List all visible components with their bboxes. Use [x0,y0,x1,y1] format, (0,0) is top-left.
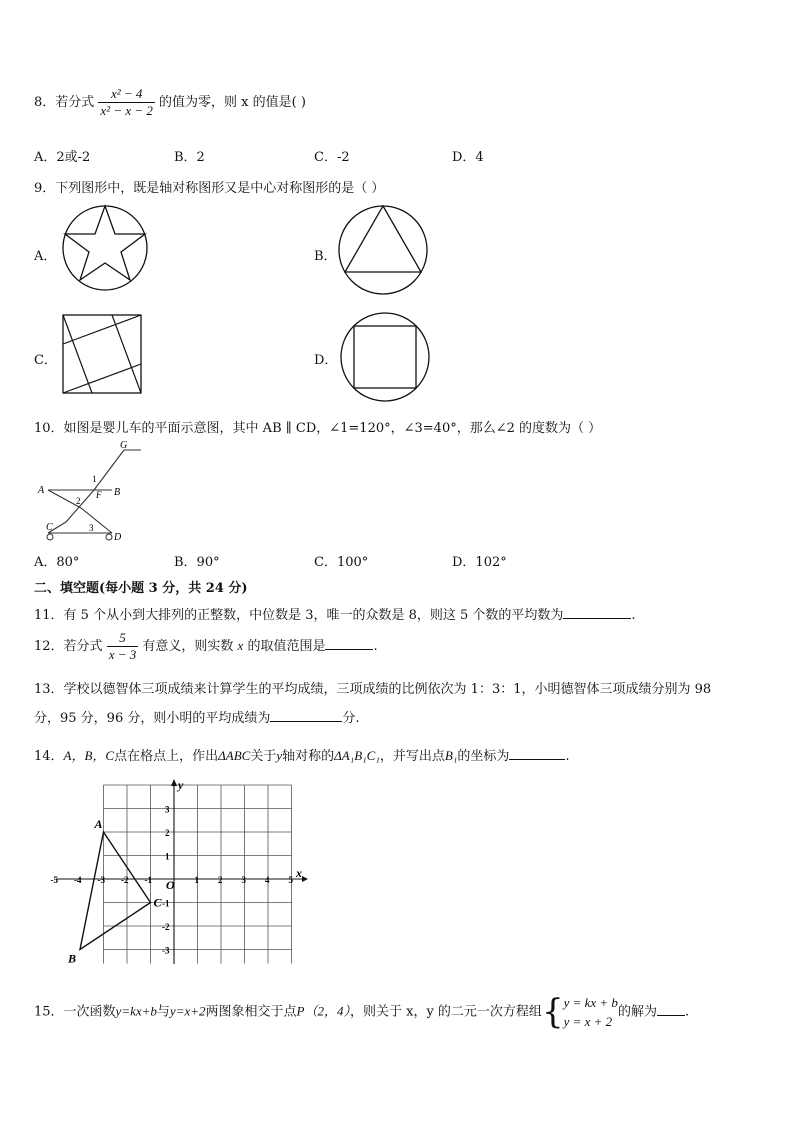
equation-system [564,993,618,1031]
q8-option-c: C．-2 [314,150,350,165]
q14-blank[interactable] [509,747,565,760]
question-13-line-1: 13．学校以德智体三项成绩来计算学生的平均成绩，三项成绩的比例依次为 1：3：1，小明德智体三项成绩分别为 98 [34,682,712,697]
q14-text-b: 点在格点上，作出 [114,749,219,764]
point-c-label: C [153,895,162,910]
q14-end: . [565,749,570,764]
q10-option-c: C．100° [314,555,369,570]
q10-option-b: B．90° [174,555,220,570]
q15-f1: y=kx+b [115,1003,157,1019]
x-tick-label: 5 [288,875,293,885]
q15-blank[interactable] [657,1003,685,1016]
q8-suffix: 的值为零，则 x 的值是( ) [159,95,306,110]
q14-text-d: 轴对称的 [282,749,335,764]
q14-text-e: ，并写出点 [379,749,445,764]
q14-points: A，B，C [63,748,115,763]
x-tick-label: -3 [97,875,105,885]
coordinate-grid [46,778,308,968]
q12-suffix: 有意义，则实数 [142,639,234,654]
y-tick-label: -1 [162,898,170,909]
q8-numerator: x² − 4 [98,86,154,103]
q8-option-b: B．2 [174,150,205,165]
q10-option-a: A．80° [34,555,80,570]
x-tick-label: 2 [218,875,223,885]
q8-denominator: x² − x − 2 [100,103,153,118]
y-tick-label: 1 [165,851,170,862]
q13-end: 分. [342,711,360,726]
q15-point: P（2，4） [296,1003,350,1019]
figure-circle-star [60,203,150,293]
q9-label-d: D． [314,353,338,368]
label-c: C [46,522,53,533]
q14-axis: y [276,748,283,763]
label-g: G [120,440,128,451]
y-tick-label: -2 [162,922,170,932]
x-tick-label: 3 [241,875,246,885]
q12-blank[interactable] [325,637,373,650]
section-2-title: 二、填空题(每小题 3 分，共 24 分) [34,581,248,596]
q13-blank[interactable] [270,709,342,722]
q13-text: 分，95 分，96 分，则小明的平均成绩为 [34,711,271,726]
q14-point: B₁ [444,748,458,763]
q12-prefix: 12．若分式 [34,639,103,654]
q15-f2: y=x+2 [169,1003,206,1019]
x-tick-label: -1 [144,875,152,885]
system-brace: { [541,992,564,1032]
q15-suffix: 的解为 [617,1004,657,1020]
q15-mid: 与 [156,1004,170,1020]
q15-text2: ，则关于 x，y 的二元一次方程组 [349,1004,542,1020]
question-13-line-2 [34,707,360,726]
question-11 [34,604,636,623]
q8-fraction [98,86,154,119]
question-14 [34,745,570,764]
question-8 [34,86,306,119]
figure-baby-stroller [34,438,146,546]
x-tick-label: 1 [194,875,199,885]
q8-option-d: D．4 [452,150,484,165]
q14-text-c: 关于 [250,749,277,764]
x-axis-arrow [302,876,308,882]
q8-option-a: A．2或-2 [34,150,91,165]
y-tick-label: 3 [165,804,170,815]
label-d: D [114,532,122,543]
label-1: 1 [92,474,97,484]
q15-end: . [684,1004,690,1020]
q11-end: . [631,608,636,623]
q10-option-d: D．102° [452,555,507,570]
figure-circle-square [338,310,432,404]
label-2: 2 [76,496,81,506]
x-tick-label: -5 [50,875,58,885]
q12-fraction [107,630,139,663]
q15-text: 两图象相交于点 [205,1004,297,1020]
y-tick-label: -3 [162,945,170,956]
x-axis-label: x [296,866,302,880]
q14-text-a: 14． [34,749,64,764]
y-axis-label: y [178,778,184,792]
q11-text: 11．有 5 个从小到大排列的正整数，中位数是 3，唯一的众数是 8，则这 5 个数的平均数为 [34,608,564,623]
y-axis-arrow [171,779,177,786]
q9-label-b: B． [314,249,337,264]
question-10: 10．如图是婴儿车的平面示意图，其中 AB ∥ CD，∠1=120°，∠3=40°，那么∠2 的度数为（ ） [34,421,602,436]
point-b-label: B [68,951,77,966]
label-3: 3 [89,523,94,533]
label-a: A [38,485,45,496]
figure-circle-triangle [336,203,430,297]
origin-label: O [166,878,175,892]
q9-label-c: C． [34,353,57,368]
y-tick-label: 2 [165,828,170,838]
point-a-label: A [94,817,103,831]
equation-1: y = kx + b [563,995,618,1010]
q9-label-a: A． [34,249,57,264]
equation-2: y = x + 2 [563,1014,613,1029]
label-b: B [114,487,121,498]
q12-denominator: x − 3 [108,647,137,662]
q12-numerator: 5 [107,630,139,647]
q8-prefix: 8．若分式 [34,95,95,110]
label-f: F [96,490,102,500]
x-tick-label: 4 [265,875,270,885]
figure-square-pinwheel [62,314,142,394]
q11-blank[interactable] [563,606,631,619]
q15-prefix: 15．一次函数 [34,1004,116,1020]
q12-suffix2: 的取值范围是 [247,639,326,654]
x-tick-label: -2 [121,875,129,885]
question-15 [34,993,689,1031]
q12-var: x [237,638,244,653]
q14-triangle-1: ΔA₁B₁C₁ [334,748,380,763]
triangle-abc [80,832,151,950]
question-12 [34,630,378,663]
question-9: 9．下列图形中，既是轴对称图形又是中心对称图形的是（ ） [34,181,385,196]
q14-triangle: ΔABC [218,748,251,763]
q14-text-f: 的坐标为 [457,749,510,764]
q12-end: . [373,639,378,654]
x-tick-label: -4 [74,875,82,885]
